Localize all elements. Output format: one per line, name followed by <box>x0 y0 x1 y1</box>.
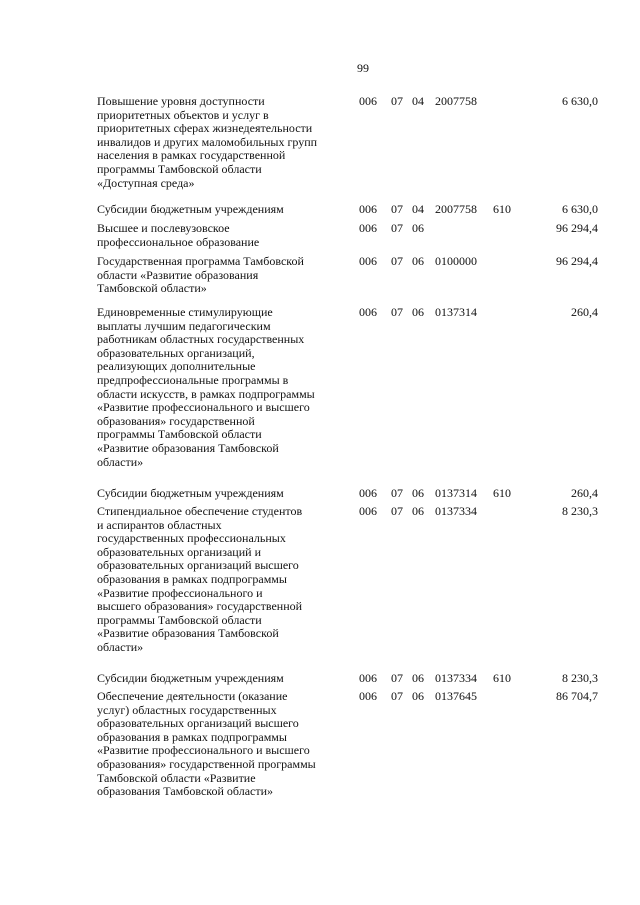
row-rz: 07 <box>391 94 403 108</box>
row-name: Субсидии бюджетным учреждениям <box>97 202 284 216</box>
row-name: Субсидии бюджетным учреждениям <box>97 486 284 500</box>
row-csr: 0137334 <box>435 504 477 518</box>
row-name: Субсидии бюджетным учреждениям <box>97 671 284 685</box>
row-pr: 06 <box>412 305 424 319</box>
row-sum: 8 230,3 <box>562 504 598 518</box>
row-ved: 006 <box>359 671 377 685</box>
row-name: Государственная программа Тамбовской области «Развитие образования Тамбовской области» <box>97 254 304 296</box>
row-name: Стипендиальное обеспечение студентов и аспирантов областных государственных профессиональных образовательных организаций и образовательных организаций высшего образования в рамках подпрограммы «Развитие профессионального и высшего образования» государственной программы Тамбовской области «Развитие образования Тамбовской области» <box>97 504 303 654</box>
row-csr: 0137314 <box>435 486 477 500</box>
row-sum: 96 294,4 <box>556 221 598 235</box>
row-ved: 006 <box>359 202 377 216</box>
row-ved: 006 <box>359 94 377 108</box>
row-csr: 2007758 <box>435 94 477 108</box>
row-sum: 6 630,0 <box>562 202 598 216</box>
row-pr: 06 <box>412 486 424 500</box>
row-vr: 610 <box>493 671 511 685</box>
row-pr: 06 <box>412 254 424 268</box>
row-rz: 07 <box>391 254 403 268</box>
row-pr: 04 <box>412 94 424 108</box>
row-rz: 07 <box>391 671 403 685</box>
row-vr: 610 <box>493 202 511 216</box>
row-name: Единовременные стимулирующие выплаты лучшим педагогическим работникам областных государственных образовательных организаций, реализующих дополнительные предпрофессиональные программы в области искусств, в рамках подпрограммы «Развитие профессионального и высшего образования» государственной программы Тамбовской области «Развитие образования Тамбовской области» <box>97 305 315 469</box>
row-pr: 06 <box>412 689 424 703</box>
row-pr: 06 <box>412 671 424 685</box>
row-pr: 04 <box>412 202 424 216</box>
row-name: Высшее и послевузовское профессиональное образование <box>97 221 260 249</box>
row-rz: 07 <box>391 689 403 703</box>
row-csr: 0137314 <box>435 305 477 319</box>
row-sum: 6 630,0 <box>562 94 598 108</box>
row-sum: 86 704,7 <box>556 689 598 703</box>
row-pr: 06 <box>412 221 424 235</box>
row-csr: 0137645 <box>435 689 477 703</box>
row-csr: 0137334 <box>435 671 477 685</box>
row-vr: 610 <box>493 486 511 500</box>
row-name: Повышение уровня доступности приоритетных объектов и услуг в приоритетных сферах жизнедеятельности инвалидов и других маломобильных групп населения в рамках государственной программы Тамбовской области «Доступная среда» <box>97 94 318 190</box>
row-rz: 07 <box>391 504 403 518</box>
row-ved: 006 <box>359 689 377 703</box>
row-rz: 07 <box>391 221 403 235</box>
row-sum: 260,4 <box>571 305 598 319</box>
row-rz: 07 <box>391 202 403 216</box>
row-rz: 07 <box>391 305 403 319</box>
page-number: 99 <box>357 61 369 75</box>
row-ved: 006 <box>359 254 377 268</box>
row-ved: 006 <box>359 504 377 518</box>
row-sum: 8 230,3 <box>562 671 598 685</box>
row-ved: 006 <box>359 305 377 319</box>
row-rz: 07 <box>391 486 403 500</box>
row-sum: 96 294,4 <box>556 254 598 268</box>
row-sum: 260,4 <box>571 486 598 500</box>
row-name: Обеспечение деятельности (оказание услуг) областных государственных образовательных организаций высшего образования в рамках подпрограммы «Развитие профессионального и высшего образования» государственной программы Тамбовской области «Развитие образования Тамбовской области» <box>97 689 316 799</box>
row-csr: 0100000 <box>435 254 477 268</box>
row-ved: 006 <box>359 221 377 235</box>
row-ved: 006 <box>359 486 377 500</box>
row-pr: 06 <box>412 504 424 518</box>
row-csr: 2007758 <box>435 202 477 216</box>
